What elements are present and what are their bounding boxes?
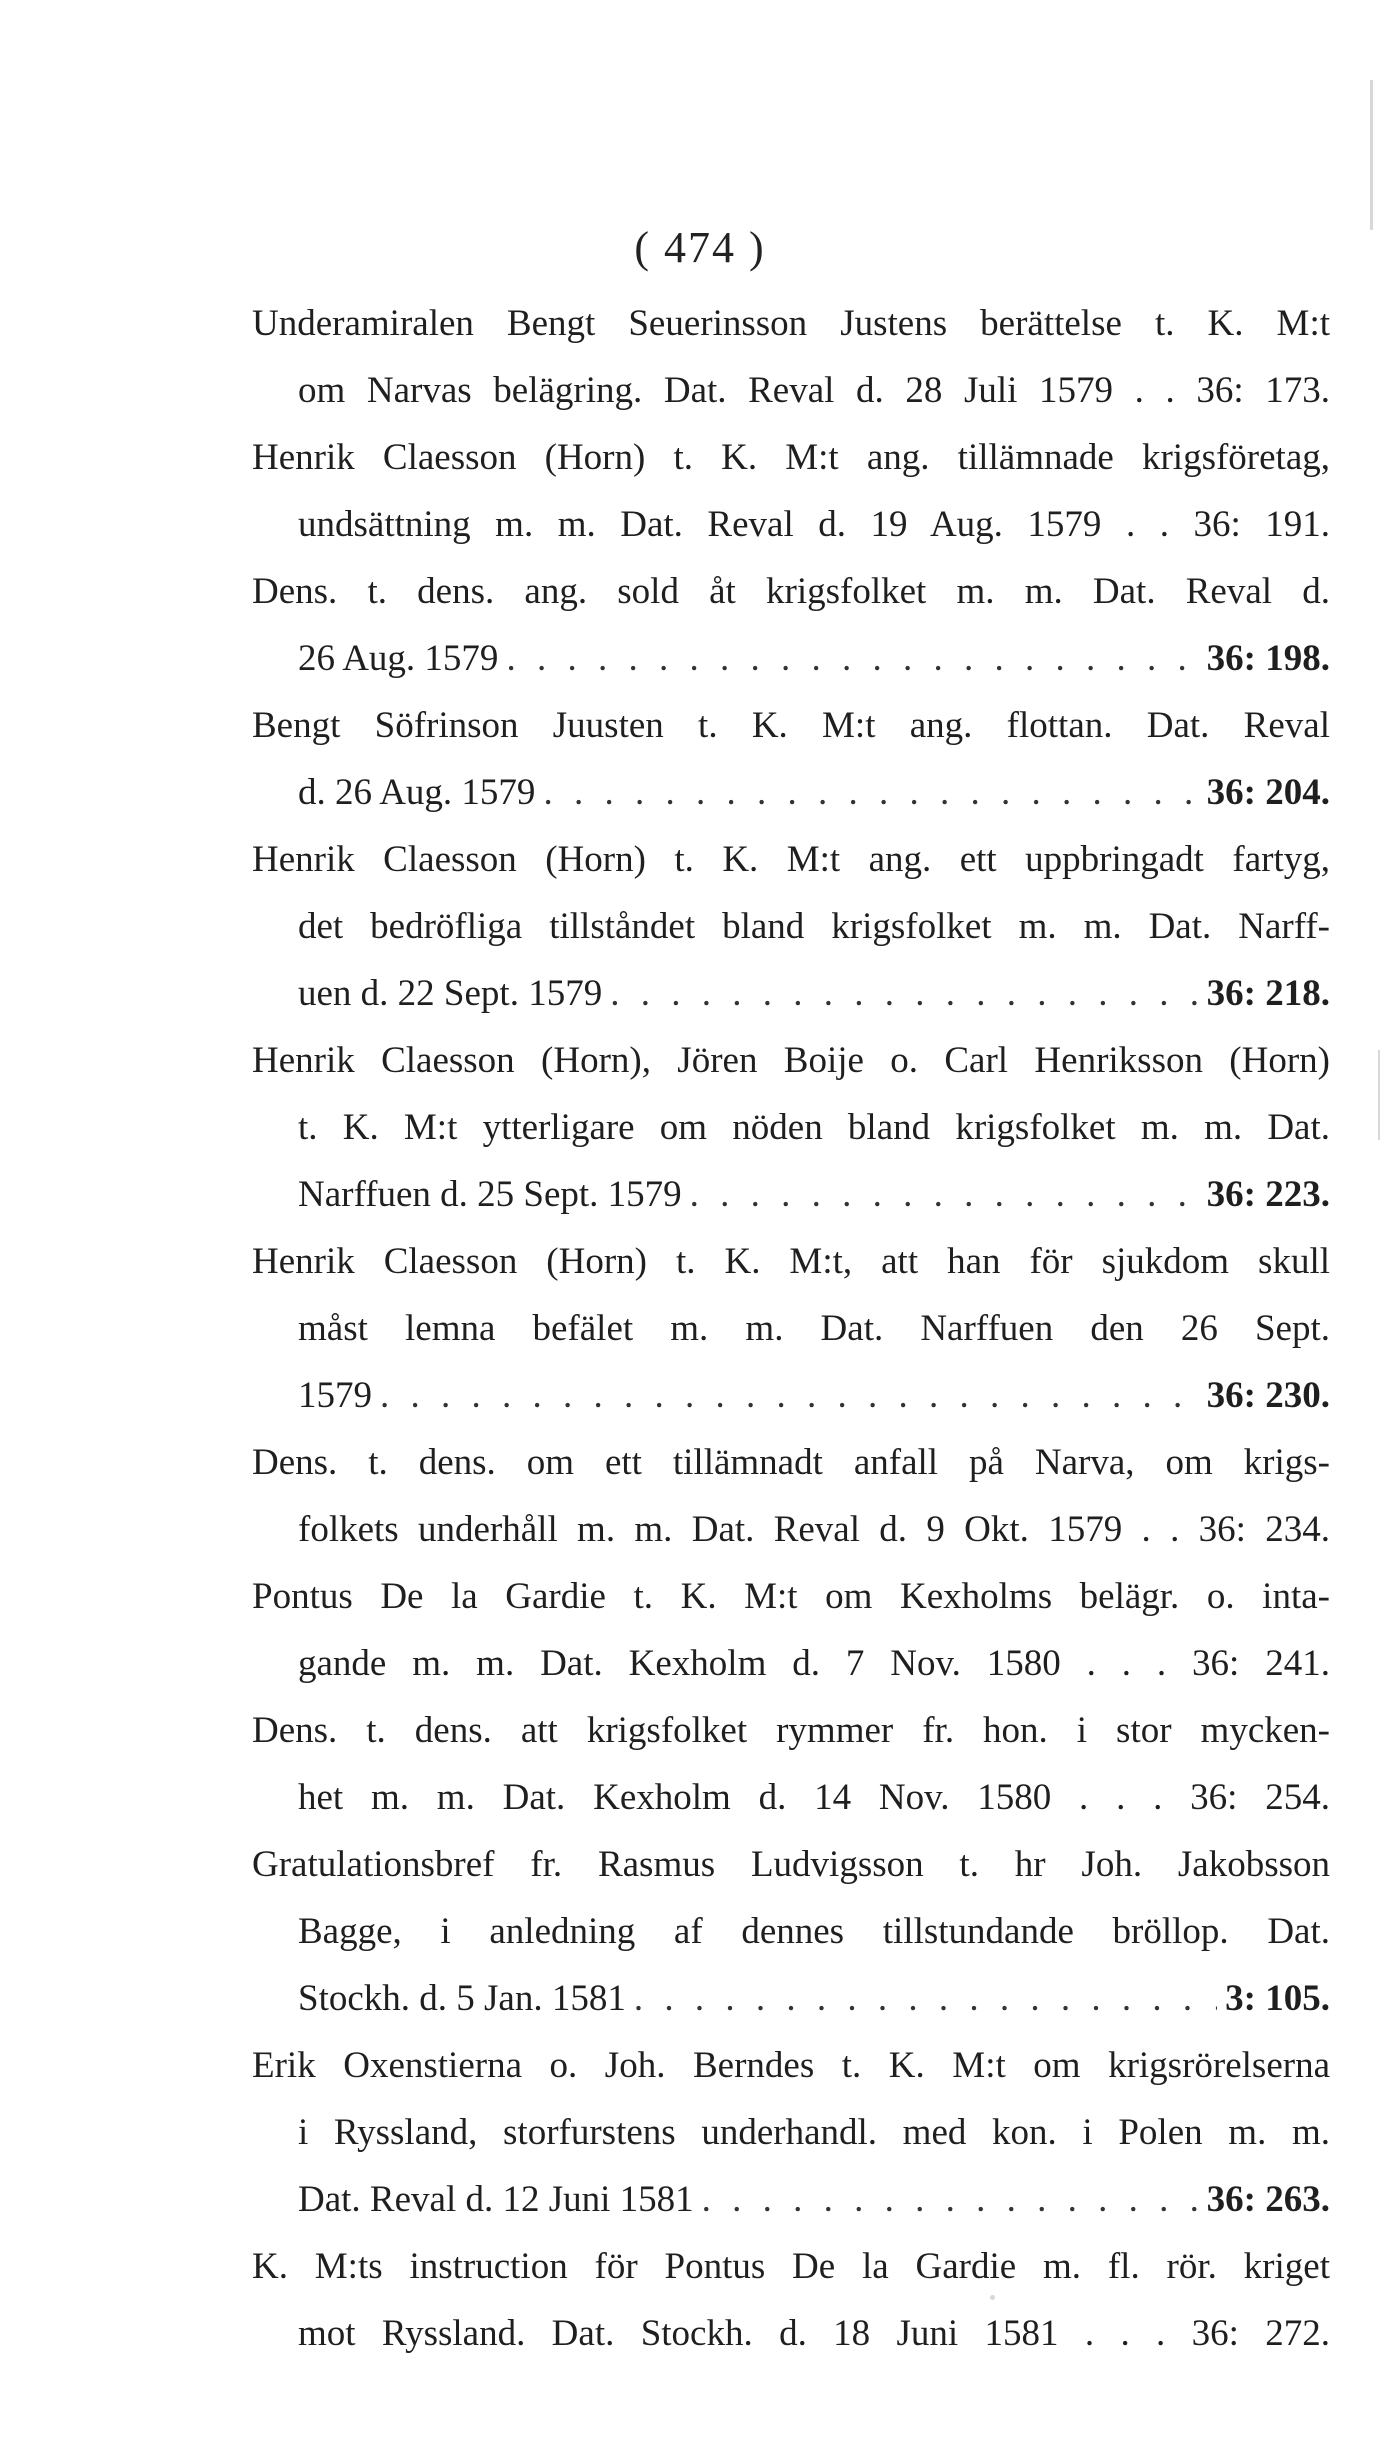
register-entry	[252, 826, 1330, 1027]
register-entry	[252, 1027, 1330, 1228]
entry-line: Henrik Claesson (Horn) t. K. M:t, att han för sjukdom skull	[252, 1241, 1330, 1282]
entry-line-with-leader	[298, 960, 1330, 1027]
entry-line: het m. m. Dat. Kexholm d. 14 Nov. 1580 . . . 36: 254.	[298, 1777, 1330, 1818]
entry-line-with-leader	[298, 1362, 1330, 1429]
register-entry	[252, 2233, 1330, 2367]
entry-date: 26 Aug. 1579	[298, 638, 499, 679]
entry-line: t. K. M:t ytterligare om nöden bland krigsfolket m. m. Dat.	[298, 1107, 1330, 1148]
entry-line: Pontus De la Gardie t. K. M:t om Kexholms belägr. o. inta-	[252, 1576, 1330, 1617]
entry-line: Henrik Claesson (Horn) t. K. M:t ang. ett uppbringadt fartyg,	[252, 839, 1330, 880]
dot-leader	[543, 759, 1198, 826]
entry-line-with-leader	[298, 759, 1330, 826]
entry-line: Henrik Claesson (Horn), Jören Boije o. Carl Henriksson (Horn)	[252, 1040, 1330, 1081]
entry-line: Dens. t. dens. om ett tillämnadt anfall på Narva, om krigs-	[252, 1442, 1330, 1483]
entry-line: gande m. m. Dat. Kexholm d. 7 Nov. 1580 . . . 36: 241.	[298, 1643, 1330, 1684]
entry-date: Stockh. d. 5 Jan. 1581	[298, 1978, 626, 2019]
entry-line: K. M:ts instruction för Pontus De la Gardie m. fl. rör. kriget	[252, 2246, 1330, 2287]
volume-page-reference: 36: 204.	[1206, 772, 1330, 813]
entry-line: Bengt Söfrinson Juusten t. K. M:t ang. flottan. Dat. Reval	[252, 705, 1330, 746]
entry-line-with-leader	[298, 1965, 1330, 2032]
entry-date: uen d. 22 Sept. 1579	[298, 973, 603, 1014]
entry-line: Dens. t. dens. ang. sold åt krigsfolket m. m. Dat. Reval d.	[252, 571, 1330, 612]
dot-leader	[690, 1161, 1199, 1228]
scan-edge-mark	[1378, 1050, 1380, 1140]
entry-line: Underamiralen Bengt Seuerinsson Justens berättelse t. K. M:t	[252, 303, 1330, 344]
volume-page-reference: 36: 263.	[1206, 2179, 1330, 2220]
register-entry	[252, 1697, 1330, 1831]
entry-line: Dens. t. dens. att krigsfolket rymmer fr. hon. i stor mycken-	[252, 1710, 1330, 1751]
volume-page-reference: 36: 223.	[1206, 1174, 1330, 1215]
register-entry	[252, 1831, 1330, 2032]
register-entry	[252, 558, 1330, 692]
entry-date: Dat. Reval d. 12 Juni 1581	[298, 2179, 694, 2220]
entry-line: Erik Oxenstierna o. Joh. Berndes t. K. M:t om krigsrörelserna	[252, 2045, 1330, 2086]
entry-line: i Ryssland, storfurstens underhandl. med kon. i Polen m. m.	[298, 2112, 1330, 2153]
dot-leader	[634, 1965, 1217, 2032]
volume-page-reference: 36: 230.	[1206, 1375, 1330, 1416]
entry-line: om Narvas belägring. Dat. Reval d. 28 Juli 1579 . . 36: 173.	[298, 370, 1330, 411]
register-entry	[252, 1429, 1330, 1563]
entry-date: 1579	[298, 1375, 372, 1416]
register-entry	[252, 290, 1330, 424]
dot-leader	[380, 1362, 1199, 1429]
scan-edge-mark	[1370, 80, 1373, 230]
dot-leader	[610, 960, 1198, 1027]
entry-line: mot Ryssland. Dat. Stockh. d. 18 Juni 1581 . . . 36: 272.	[298, 2313, 1330, 2354]
entry-line: måst lemna befälet m. m. Dat. Narffuen den 26 Sept.	[298, 1308, 1330, 1349]
entry-line: undsättning m. m. Dat. Reval d. 19 Aug. 1579 . . 36: 191.	[298, 504, 1330, 545]
entry-line: Bagge, i anledning af dennes tillstundande bröllop. Dat.	[298, 1911, 1330, 1952]
entry-line-with-leader	[298, 2166, 1330, 2233]
register-entry	[252, 692, 1330, 826]
volume-page-reference: 36: 218.	[1206, 973, 1330, 1014]
entry-line-with-leader	[298, 625, 1330, 692]
entry-line-with-leader	[298, 1161, 1330, 1228]
register-entry	[252, 1228, 1330, 1429]
volume-page-reference: 36: 198.	[1206, 638, 1330, 679]
register-entry	[252, 2032, 1330, 2233]
entry-date: d. 26 Aug. 1579	[298, 772, 536, 813]
entry-line: Henrik Claesson (Horn) t. K. M:t ang. tillämnade krigsföretag,	[252, 437, 1330, 478]
entry-line: Gratulationsbref fr. Rasmus Ludvigsson t. hr Joh. Jakobsson	[252, 1844, 1330, 1885]
dot-leader	[506, 625, 1198, 692]
register-entry	[252, 424, 1330, 558]
volume-page-reference: 3: 105.	[1225, 1978, 1330, 2019]
entry-line: folkets underhåll m. m. Dat. Reval d. 9 Okt. 1579 . . 36: 234.	[298, 1509, 1330, 1550]
register-entry	[252, 1563, 1330, 1697]
entry-line: det bedröfliga tillståndet bland krigsfolket m. m. Dat. Narff-	[298, 906, 1330, 947]
entry-date: Narffuen d. 25 Sept. 1579	[298, 1174, 682, 1215]
dot-leader	[702, 2166, 1199, 2233]
register-entries	[252, 290, 1330, 2367]
page-number: ( 474 )	[634, 223, 766, 272]
